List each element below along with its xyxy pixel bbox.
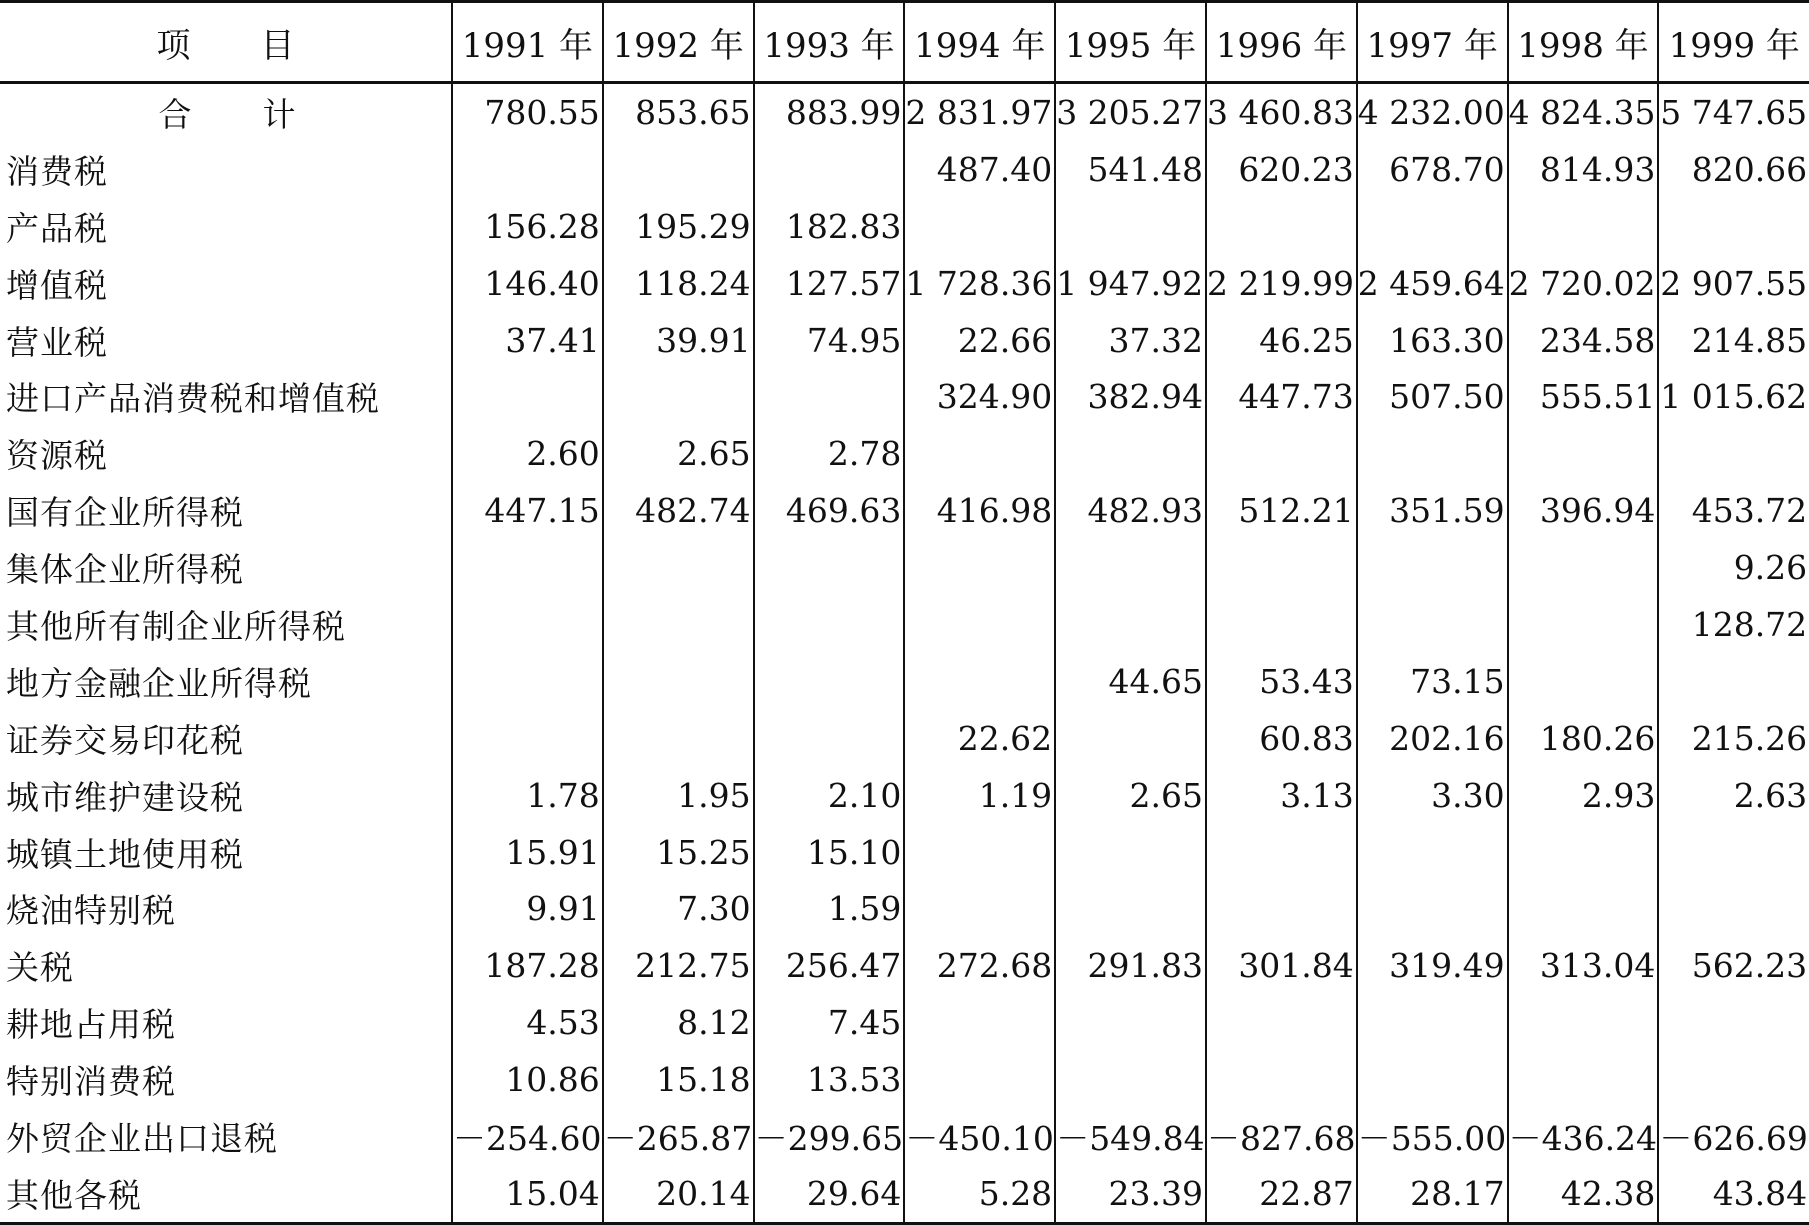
table-cell: 453.72: [1658, 482, 1809, 539]
table-row: [0, 1051, 1809, 1108]
table-cell: 23.39: [1055, 1165, 1206, 1223]
table-cell: 9.91: [452, 880, 603, 937]
table-cell: [1508, 198, 1659, 255]
table-cell: 2 219.99: [1206, 255, 1357, 312]
table-cell: 469.63: [754, 482, 905, 539]
table-cell: [1508, 596, 1659, 653]
table-cell: 416.98: [904, 482, 1055, 539]
table-cell: [1658, 653, 1809, 710]
total-cell: 3 460.83: [1206, 83, 1357, 141]
table-cell: 46.25: [1206, 312, 1357, 369]
table-cell: 2.65: [603, 425, 754, 482]
table-cell: 212.75: [603, 937, 754, 994]
table-cell: 22.87: [1206, 1165, 1357, 1223]
table-cell: 562.23: [1658, 937, 1809, 994]
row-label: 国有企业所得税: [6, 493, 244, 533]
table-cell: 1 728.36: [904, 255, 1055, 312]
table-row: [0, 539, 1809, 596]
table-row: [0, 312, 1809, 369]
table-cell: [1508, 824, 1659, 881]
table-cell: 15.25: [603, 824, 754, 881]
table-cell: [603, 653, 754, 710]
row-label: 耕地占用税: [6, 1005, 176, 1045]
table-cell: 60.83: [1206, 710, 1357, 767]
total-cell: 883.99: [754, 83, 905, 141]
table-cell: 396.94: [1508, 482, 1659, 539]
table-cell: 351.59: [1357, 482, 1508, 539]
table-cell: [1508, 994, 1659, 1051]
table-cell: [1206, 596, 1357, 653]
total-cell: 3 205.27: [1055, 83, 1206, 141]
table-cell: 15.04: [452, 1165, 603, 1223]
table-cell: [452, 710, 603, 767]
row-label: 城市维护建设税: [6, 777, 244, 817]
table-row: [0, 653, 1809, 710]
table-cell: 482.74: [603, 482, 754, 539]
table-cell: [1055, 425, 1206, 482]
row-label: 营业税: [6, 322, 108, 362]
table-cell: [1055, 1051, 1206, 1108]
total-cell: 853.65: [603, 83, 754, 141]
table-row: [0, 255, 1809, 312]
table-cell: 620.23: [1206, 141, 1357, 198]
header-item: [0, 2, 452, 83]
table-cell: 195.29: [603, 198, 754, 255]
table-cell: 20.14: [603, 1165, 754, 1223]
table-cell: 447.15: [452, 482, 603, 539]
table-cell: [1508, 1051, 1659, 1108]
table-cell: [1055, 880, 1206, 937]
table-cell: [452, 368, 603, 425]
table-cell: 3.30: [1357, 767, 1508, 824]
table-cell: 10.86: [452, 1051, 603, 1108]
header-year: 1998 年: [1508, 2, 1659, 83]
table-cell: 29.64: [754, 1165, 905, 1223]
table-cell: [754, 141, 905, 198]
table-cell: 1 015.62: [1658, 368, 1809, 425]
table-cell: －299.65: [754, 1108, 905, 1165]
table-cell: [1658, 994, 1809, 1051]
table-cell: [603, 596, 754, 653]
table-cell: [1055, 710, 1206, 767]
table-cell: [1206, 824, 1357, 881]
table-cell: 73.15: [1357, 653, 1508, 710]
header-year: 1999 年: [1658, 2, 1809, 83]
table-cell: [1357, 596, 1508, 653]
table-cell: [1055, 539, 1206, 596]
row-label: 资源税: [6, 436, 108, 476]
table-row: [0, 596, 1809, 653]
total-label: [0, 83, 452, 141]
table-cell: 2 720.02: [1508, 255, 1659, 312]
table-cell: [754, 596, 905, 653]
table-row: [0, 198, 1809, 255]
table-cell: －555.00: [1357, 1108, 1508, 1165]
table-cell: [1206, 1051, 1357, 1108]
table-cell: 487.40: [904, 141, 1055, 198]
table-cell: 319.49: [1357, 937, 1508, 994]
table-cell: 2 907.55: [1658, 255, 1809, 312]
table-cell: [1206, 994, 1357, 1051]
row-label: 进口产品消费税和增值税: [6, 379, 380, 419]
table-cell: 1.78: [452, 767, 603, 824]
table-cell: 37.32: [1055, 312, 1206, 369]
table-cell: [603, 710, 754, 767]
table-cell: 128.72: [1658, 596, 1809, 653]
row-label: 增值税: [6, 265, 108, 305]
table-cell: [754, 653, 905, 710]
table-cell: [904, 824, 1055, 881]
table-row: [0, 368, 1809, 425]
table-cell: 5.28: [904, 1165, 1055, 1223]
row-label: 其他各税: [0, 1165, 452, 1223]
table-cell: 272.68: [904, 937, 1055, 994]
table-cell: 1.19: [904, 767, 1055, 824]
table-cell: 3.13: [1206, 767, 1357, 824]
table-cell: [1357, 425, 1508, 482]
table-cell: 146.40: [452, 255, 603, 312]
table-cell: 202.16: [1357, 710, 1508, 767]
total-label-char-1: 合: [158, 94, 193, 134]
table-cell: 9.26: [1658, 539, 1809, 596]
row-label: 外贸企业出口退税: [6, 1118, 278, 1158]
table-cell: 2.78: [754, 425, 905, 482]
table-cell: 814.93: [1508, 141, 1659, 198]
table-cell: 15.91: [452, 824, 603, 881]
table-cell: －827.68: [1206, 1108, 1357, 1165]
total-cell: 4 232.00: [1357, 83, 1508, 141]
header-year: 1997 年: [1357, 2, 1508, 83]
table-cell: [452, 596, 603, 653]
table-cell: 13.53: [754, 1051, 905, 1108]
total-cell: 2 831.97: [904, 83, 1055, 141]
table-cell: 2.60: [452, 425, 603, 482]
table-cell: [1658, 824, 1809, 881]
row-label: 特别消费税: [6, 1062, 176, 1102]
table-cell: 180.26: [1508, 710, 1659, 767]
row-label: 其他所有制企业所得税: [6, 606, 346, 646]
header-year: 1992 年: [603, 2, 754, 83]
table-cell: 507.50: [1357, 368, 1508, 425]
table-cell: [1508, 880, 1659, 937]
table-cell: [754, 368, 905, 425]
table-cell: －436.24: [1508, 1108, 1659, 1165]
row-label: 消费税: [6, 151, 108, 191]
total-cell: 780.55: [452, 83, 603, 141]
table-cell: 2.10: [754, 767, 905, 824]
row-label: 地方金融企业所得税: [6, 663, 312, 703]
table-cell: 482.93: [1055, 482, 1206, 539]
table-cell: 313.04: [1508, 937, 1659, 994]
table-cell: [1357, 198, 1508, 255]
table-row: [0, 1165, 1809, 1223]
table-cell: 820.66: [1658, 141, 1809, 198]
table-cell: 74.95: [754, 312, 905, 369]
table-cell: 215.26: [1658, 710, 1809, 767]
table-cell: [1206, 198, 1357, 255]
total-row: [0, 83, 1809, 141]
table-cell: [452, 653, 603, 710]
table-cell: 324.90: [904, 368, 1055, 425]
header-item-char-2: 目: [260, 25, 295, 66]
table-cell: 37.41: [452, 312, 603, 369]
table-cell: 187.28: [452, 937, 603, 994]
table-cell: 22.66: [904, 312, 1055, 369]
header-year: 1994 年: [904, 2, 1055, 83]
table-cell: 541.48: [1055, 141, 1206, 198]
table-row: [0, 141, 1809, 198]
table-cell: －265.87: [603, 1108, 754, 1165]
row-label: 产品税: [6, 208, 108, 248]
table-row: [0, 880, 1809, 937]
table-cell: 291.83: [1055, 937, 1206, 994]
table-cell: [603, 539, 754, 596]
header-year: 1996 年: [1206, 2, 1357, 83]
table-cell: 28.17: [1357, 1165, 1508, 1223]
table-cell: 447.73: [1206, 368, 1357, 425]
table-cell: [1658, 425, 1809, 482]
table-cell: 1 947.92: [1055, 255, 1206, 312]
total-cell: 4 824.35: [1508, 83, 1659, 141]
table-cell: 2.63: [1658, 767, 1809, 824]
table-cell: －450.10: [904, 1108, 1055, 1165]
table-cell: 2.93: [1508, 767, 1659, 824]
header-row: [0, 2, 1809, 83]
table-cell: [1055, 994, 1206, 1051]
table-cell: [904, 198, 1055, 255]
table-cell: [1658, 1051, 1809, 1108]
table-cell: [1508, 539, 1659, 596]
table-cell: [1658, 198, 1809, 255]
table-row: [0, 824, 1809, 881]
table-cell: [1357, 994, 1508, 1051]
table-cell: [1357, 880, 1508, 937]
table-cell: [1357, 824, 1508, 881]
table-cell: 118.24: [603, 255, 754, 312]
row-label: 证券交易印花税: [6, 720, 244, 760]
table-cell: 163.30: [1357, 312, 1508, 369]
table-row: [0, 994, 1809, 1051]
table-cell: －254.60: [452, 1108, 603, 1165]
table-cell: [452, 141, 603, 198]
table-cell: 382.94: [1055, 368, 1206, 425]
table-cell: 15.18: [603, 1051, 754, 1108]
table-cell: 182.83: [754, 198, 905, 255]
table-cell: [1206, 880, 1357, 937]
table-cell: 22.62: [904, 710, 1055, 767]
table-cell: 7.30: [603, 880, 754, 937]
table-row: [0, 710, 1809, 767]
row-label: 城镇土地使用税: [6, 834, 244, 874]
table-cell: [452, 539, 603, 596]
table-cell: [1658, 880, 1809, 937]
table-cell: [1357, 539, 1508, 596]
row-label: 烧油特别税: [6, 891, 176, 931]
table-cell: [904, 880, 1055, 937]
table-cell: 156.28: [452, 198, 603, 255]
table-cell: [603, 368, 754, 425]
table-cell: 15.10: [754, 824, 905, 881]
total-cell: 5 747.65: [1658, 83, 1809, 141]
table-cell: 678.70: [1357, 141, 1508, 198]
table-cell: [904, 1051, 1055, 1108]
table-cell: [1055, 824, 1206, 881]
header-year: 1993 年: [754, 2, 905, 83]
table-cell: [603, 141, 754, 198]
table-cell: 7.45: [754, 994, 905, 1051]
table-cell: 53.43: [1206, 653, 1357, 710]
table-cell: 39.91: [603, 312, 754, 369]
table-cell: [1508, 425, 1659, 482]
table-cell: 127.57: [754, 255, 905, 312]
table-cell: [1206, 539, 1357, 596]
table-cell: －549.84: [1055, 1108, 1206, 1165]
table-cell: [754, 539, 905, 596]
table-row: [0, 425, 1809, 482]
header-item-char-1: 项: [156, 25, 191, 66]
row-label: 集体企业所得税: [6, 550, 244, 590]
table-cell: 1.95: [603, 767, 754, 824]
table-row: [0, 937, 1809, 994]
table-cell: －626.69: [1658, 1108, 1809, 1165]
table-cell: [904, 425, 1055, 482]
table-cell: 256.47: [754, 937, 905, 994]
table-cell: [904, 994, 1055, 1051]
header-year: 1991 年: [452, 2, 603, 83]
table-cell: 555.51: [1508, 368, 1659, 425]
row-label: 关税: [6, 948, 74, 988]
table-cell: [1508, 653, 1659, 710]
table-cell: [1206, 425, 1357, 482]
table-cell: 214.85: [1658, 312, 1809, 369]
table-cell: 4.53: [452, 994, 603, 1051]
table-cell: [904, 653, 1055, 710]
table-cell: 8.12: [603, 994, 754, 1051]
table-cell: 2 459.64: [1357, 255, 1508, 312]
table-cell: 42.38: [1508, 1165, 1659, 1223]
table-row: [0, 1108, 1809, 1165]
total-label-char-2: 计: [262, 94, 297, 134]
table-cell: [904, 539, 1055, 596]
table-cell: 2.65: [1055, 767, 1206, 824]
table-row: [0, 767, 1809, 824]
header-year: 1995 年: [1055, 2, 1206, 83]
table-cell: [1357, 1051, 1508, 1108]
table-cell: [754, 710, 905, 767]
table-cell: [904, 596, 1055, 653]
table-cell: 44.65: [1055, 653, 1206, 710]
table-row: [0, 482, 1809, 539]
table-cell: [1055, 596, 1206, 653]
table-cell: 43.84: [1658, 1165, 1809, 1223]
table-cell: [1055, 198, 1206, 255]
table-cell: 1.59: [754, 880, 905, 937]
table-cell: 512.21: [1206, 482, 1357, 539]
table-cell: 234.58: [1508, 312, 1659, 369]
table-cell: 301.84: [1206, 937, 1357, 994]
